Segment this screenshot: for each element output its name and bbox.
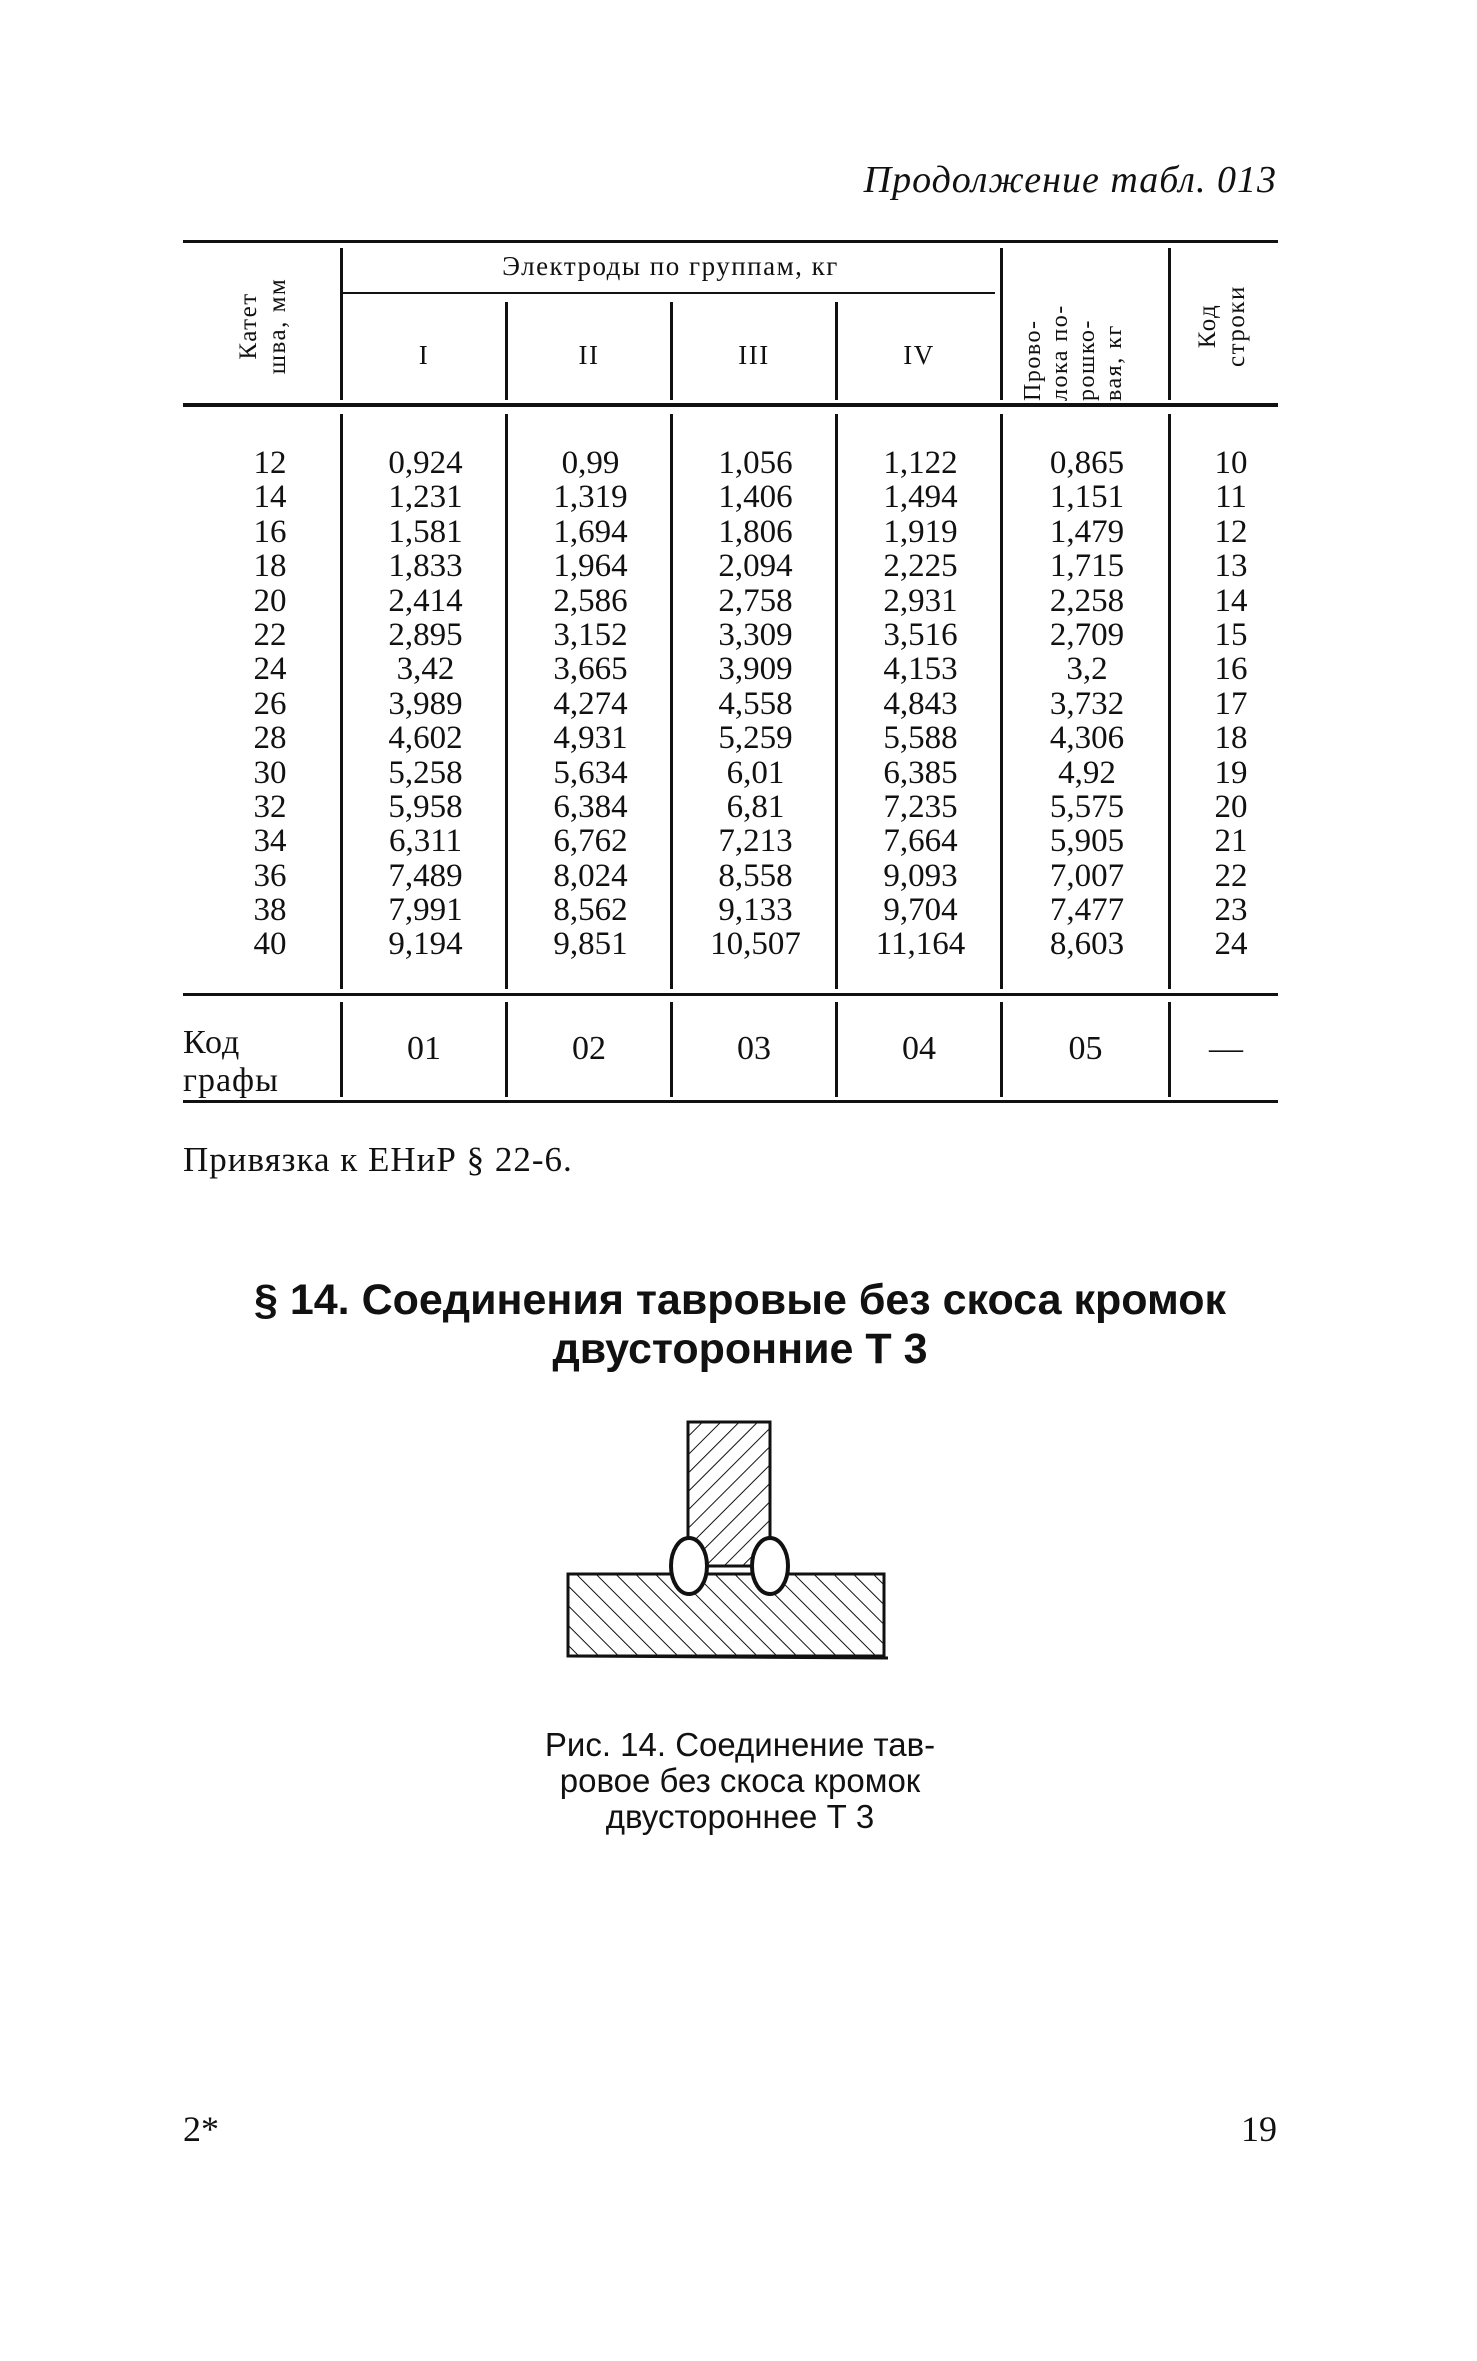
table-cell: 1,919 (883, 513, 958, 550)
table-cell: 0,924 (388, 445, 463, 481)
header-row-code: Код строки (1194, 285, 1250, 367)
table-cell: 7,477 (1049, 892, 1125, 929)
header-bottom-rule (183, 403, 1278, 407)
table-cell: 11 (1215, 479, 1247, 516)
col-divider (1000, 248, 1003, 400)
table-cell: 1,806 (718, 513, 793, 550)
column-group-3 (678, 446, 833, 962)
col-divider (340, 414, 343, 989)
table-cell: 2,586 (553, 582, 628, 619)
column-katet (210, 446, 330, 962)
table-cell: 1,964 (553, 548, 628, 585)
table-cell: 26 (253, 685, 287, 722)
table-cell: 1,694 (553, 513, 628, 550)
header-wire: Прово- лока по- рошко- вая, кг (1020, 304, 1127, 401)
table-cell: 3,909 (718, 651, 793, 688)
col-divider (1168, 414, 1171, 989)
table-cell: 5,634 (553, 754, 628, 791)
t-joint-figure (540, 1400, 900, 1680)
table-cell: 34 (253, 823, 287, 860)
code-cell: 02 (572, 1030, 606, 1067)
table-cell: 6,384 (553, 788, 628, 825)
table-cell: 19 (1214, 754, 1248, 791)
table-cell: 4,153 (883, 651, 958, 688)
table-cell: 7,235 (883, 788, 958, 825)
table-cell: 3,2 (1066, 651, 1108, 688)
table-cell: 3,732 (1049, 685, 1125, 722)
table-bottom-rule (183, 1100, 1278, 1103)
table-cell: 5,905 (1049, 823, 1125, 860)
table-cell: 15 (1214, 616, 1248, 653)
table-cell: 4,92 (1058, 754, 1116, 791)
table-cell: 5,958 (388, 788, 463, 825)
table-cell: 2,225 (883, 548, 958, 585)
col-divider (835, 414, 838, 989)
table-cell: 0,865 (1049, 445, 1125, 481)
table-cell: 20 (253, 582, 287, 619)
code-cell: — (1209, 1030, 1243, 1067)
table-cell: 16 (1214, 651, 1248, 688)
table-cell: 10 (1214, 445, 1248, 481)
table-cell: 4,274 (553, 685, 628, 722)
table-cell: 1,319 (553, 479, 628, 516)
table-top-rule (183, 240, 1278, 243)
table-cell: 1,479 (1049, 513, 1125, 550)
table-cell: 7,213 (718, 823, 793, 860)
table-cell: 4,843 (883, 685, 958, 722)
col-divider (505, 414, 508, 989)
header-group-2: II (578, 340, 600, 370)
table-cell: 3,309 (718, 616, 793, 653)
table-cell: 5,258 (388, 754, 463, 791)
table-cell: 22 (253, 616, 287, 653)
table-cell: 1,581 (388, 513, 463, 550)
table-cell: 1,833 (388, 548, 463, 585)
table-cell: 6,81 (726, 788, 785, 825)
reference-note: Привязка к ЕНиР § 22-6. (183, 1140, 573, 1179)
table-cell: 28 (253, 720, 287, 757)
table-cell: 1,494 (883, 479, 958, 516)
table-cell: 8,562 (553, 892, 628, 929)
table-cell: 3,42 (396, 651, 455, 688)
table-cell: 9,194 (388, 926, 463, 963)
table-cell: 14 (253, 479, 287, 516)
table-cell: 17 (1214, 685, 1248, 722)
code-cell: 03 (737, 1030, 771, 1067)
table-cell: 6,01 (726, 754, 785, 791)
table-cell: 7,007 (1049, 857, 1125, 894)
table-cell: 4,602 (388, 720, 463, 757)
table-cell: 8,603 (1049, 926, 1125, 963)
table-cell: 9,704 (883, 892, 958, 929)
table-cell: 24 (1214, 926, 1248, 963)
table-cell: 1,151 (1049, 479, 1125, 516)
table-cell: 2,931 (883, 582, 958, 619)
table-cell: 22 (1214, 857, 1248, 894)
header-electrodes: Электроды по группам, кг (502, 251, 839, 281)
table-cell: 10,507 (710, 926, 801, 963)
table-cell: 5,259 (718, 720, 793, 757)
table-continuation-label: Продолжение табл. 013 (863, 159, 1277, 201)
table-cell: 1,406 (718, 479, 793, 516)
table-cell: 2,258 (1049, 582, 1125, 619)
table-cell: 1,715 (1049, 548, 1125, 585)
table-cell: 30 (253, 754, 287, 791)
code-cell: 01 (407, 1030, 441, 1067)
page-number: 19 (1241, 2109, 1277, 2149)
table-cell: 7,991 (388, 892, 463, 929)
col-divider (1168, 248, 1171, 400)
table-cell: 6,311 (388, 823, 463, 860)
weld-right (752, 1538, 788, 1594)
electrodes-subheader-rule (340, 292, 995, 294)
table-cell: 36 (253, 857, 287, 894)
header-group-3: III (738, 340, 770, 370)
column-group-4 (843, 446, 998, 962)
table-cell: 8,558 (718, 857, 793, 894)
table-cell: 9,093 (883, 857, 958, 894)
header-katet: Катет шва, мм (235, 277, 291, 375)
table-cell: 5,588 (883, 720, 958, 757)
col-divider (1000, 414, 1003, 989)
table-cell: 4,558 (718, 685, 793, 722)
weld-left (671, 1538, 707, 1594)
table-cell: 3,665 (553, 651, 628, 688)
signature-mark: 2* (183, 2109, 219, 2149)
table-cell: 2,094 (718, 548, 793, 585)
table-cell: 40 (253, 926, 287, 963)
column-group-1 (348, 446, 503, 962)
table-cell: 23 (1214, 892, 1248, 929)
section-title: § 14. Соединения тавровые без скоса кромок двусторонние Т 3 (253, 1276, 1226, 1373)
table-cell: 2,709 (1049, 616, 1125, 653)
table-cell: 0,99 (561, 445, 620, 481)
table-cell: 12 (253, 445, 287, 481)
table-cell: 12 (1214, 513, 1248, 550)
horizontal-plate (568, 1574, 884, 1656)
table-cell: 9,133 (718, 892, 793, 929)
table-cell: 38 (253, 892, 287, 929)
header-group-4: IV (903, 340, 935, 370)
table-cell: 21 (1214, 823, 1248, 860)
table-cell: 1,122 (883, 445, 958, 481)
figure-caption: Рис. 14. Соединение тав- ровое без скоса кромок двустороннее Т 3 (544, 1726, 936, 1835)
table-cell: 9,851 (553, 926, 628, 963)
table-cell: 3,989 (388, 685, 463, 722)
table-cell: 13 (1214, 548, 1248, 585)
table-cell: 16 (253, 513, 287, 550)
code-cell: 05 (1068, 1030, 1103, 1067)
table-cell: 5,575 (1049, 788, 1125, 825)
body-bottom-rule (183, 993, 1278, 996)
table-cell: 4,306 (1049, 720, 1125, 757)
table-cell: 14 (1214, 582, 1248, 619)
table-cell: 6,385 (883, 754, 958, 791)
column-row-code (1176, 446, 1286, 962)
table-cell: 3,152 (553, 616, 628, 653)
column-wire (1008, 446, 1166, 962)
code-row-label: Код графы (183, 1024, 279, 1099)
table-cell: 20 (1214, 788, 1248, 825)
code-cell: 04 (902, 1030, 936, 1067)
table-cell: 11,164 (875, 926, 966, 963)
column-group-2 (513, 446, 668, 962)
table-cell: 32 (253, 788, 287, 825)
table-cell: 6,762 (553, 823, 628, 860)
header-group-1: I (418, 340, 430, 370)
table-cell: 18 (1214, 720, 1248, 757)
table-cell: 7,664 (883, 823, 958, 860)
table-cell: 1,056 (718, 445, 793, 481)
table-cell: 1,231 (388, 479, 463, 516)
table-cell: 8,024 (553, 857, 628, 894)
table-cell: 24 (253, 651, 287, 688)
table-cell: 7,489 (388, 857, 463, 894)
table-cell: 2,414 (388, 582, 463, 619)
table-cell: 4,931 (553, 720, 628, 757)
table-cell: 2,758 (718, 582, 793, 619)
table-cell: 3,516 (883, 616, 958, 653)
col-divider (670, 414, 673, 989)
table-cell: 2,895 (388, 616, 463, 653)
table-cell: 18 (253, 548, 287, 585)
